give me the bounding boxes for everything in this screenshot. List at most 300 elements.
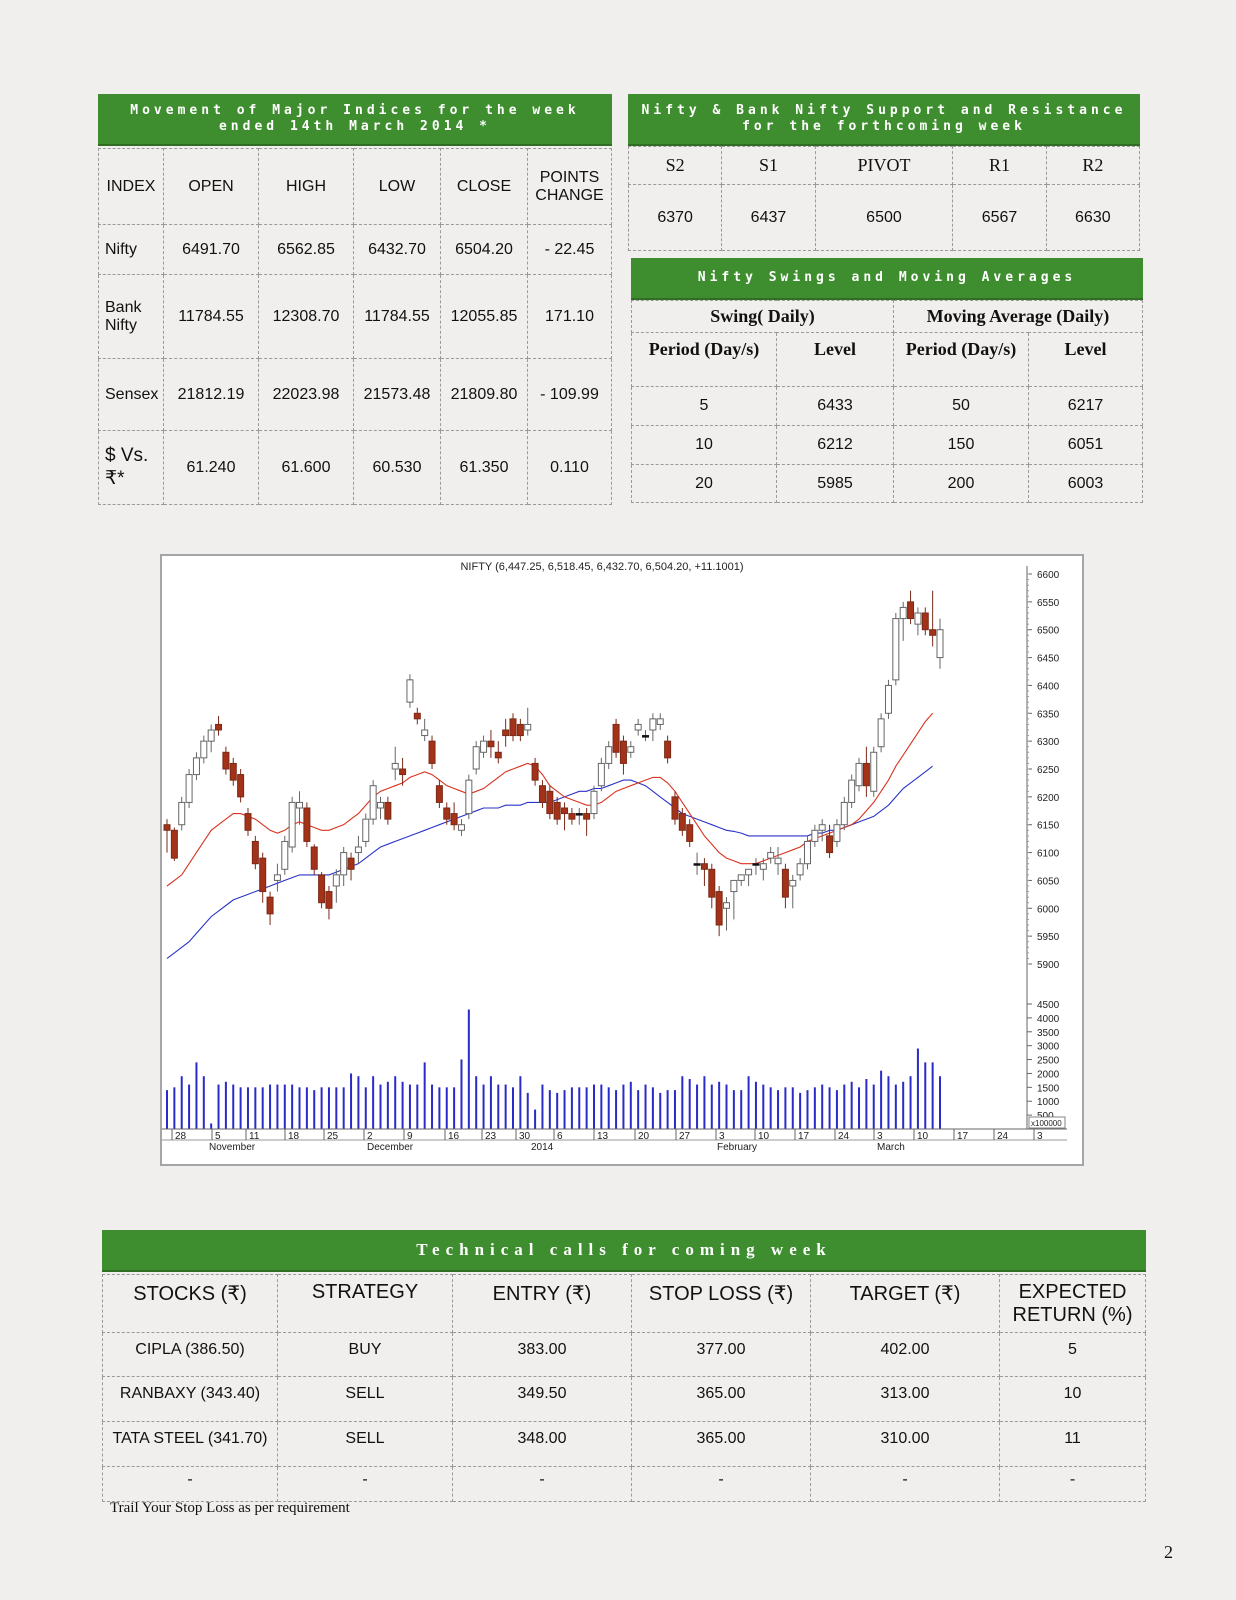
x-tick-label: 30 [519,1131,531,1142]
candle [834,819,840,847]
candle [562,802,568,830]
candle-body [849,780,855,802]
candle-body [517,724,523,735]
candle [495,741,501,763]
candle-body [709,869,715,897]
candle-body [385,802,391,819]
x-tick-label: 13 [597,1131,609,1142]
support-header-row [629,147,1140,185]
support-resistance-panel [628,94,1140,251]
candle-body [841,802,847,824]
price-tick-label: 6600 [1037,570,1060,581]
candle-body [584,814,590,820]
stop-loss-note: Trail Your Stop Loss as per requirement [110,1500,350,1516]
candle [422,719,428,741]
volume-tick-label: 3500 [1037,1027,1060,1039]
candle-body [797,864,803,875]
swings-table [631,300,1143,503]
volume-tick-label: 1000 [1037,1097,1060,1109]
volume-axis [1027,1000,1065,1128]
candle-body [716,892,722,925]
candle-body [407,680,413,702]
candle-body [650,719,656,730]
candle-body [915,613,921,624]
candle-body [230,763,236,780]
price-tick-label: 6100 [1037,848,1060,860]
candle-body [856,763,862,785]
candle [613,719,619,758]
candle [319,872,325,908]
candle [701,858,707,886]
col-strategy: STRATEGY [278,1275,453,1333]
candle-body [665,741,671,758]
candle-body [539,786,545,803]
candle-body [620,741,626,763]
candle [230,758,236,786]
candle-body [922,613,928,630]
candle-body [245,814,251,831]
page-number: 2 [1164,1542,1173,1562]
x-tick-label: 25 [327,1131,339,1142]
candle [584,808,590,836]
candle [672,791,678,824]
candle-body [819,825,825,831]
candle [414,708,420,725]
candle [392,747,398,780]
price-tick-label: 6550 [1037,597,1060,609]
candle-body [628,747,634,753]
candle-body [495,752,501,758]
table-row: $ Vs. ₹* 61.240 61.600 60.530 61.350 0.110 [99,431,612,505]
candle-body [775,858,781,864]
candle-body [753,864,759,866]
candle-body [768,853,774,859]
col-close: CLOSE [441,149,528,225]
price-tick-label: 6000 [1037,904,1060,916]
candle [709,864,715,909]
price-tick-label: 6500 [1037,625,1060,637]
candle [385,797,391,825]
candle-body [510,719,516,736]
table-row: Nifty 6491.70 6562.85 6432.70 6504.20 - 22.45 [99,225,612,275]
chart-title: NIFTY (6,447.25, 6,518.45, 6,432.70, 6,504.20, +11.1001) [460,561,744,573]
price-tick-label: 5950 [1037,932,1060,944]
col-s2: S2 [629,147,722,185]
indices-table [98,148,612,505]
candle [407,674,413,707]
candle [201,736,207,764]
candle [341,847,347,886]
candle-body [164,825,170,831]
candle-body [790,880,796,886]
candle-body [201,741,207,758]
volume-bars [167,1010,940,1129]
candle [179,797,185,830]
candle-body [724,903,730,909]
x-tick-label: 23 [485,1131,497,1142]
x-tick-label: 18 [288,1131,300,1142]
candle-body [414,713,420,719]
swing-daily-header: Swing( Daily) [632,301,894,333]
candle [216,716,222,736]
price-tick-label: 6450 [1037,653,1060,665]
candle-body [635,724,641,730]
volume-tick-label: 2000 [1037,1069,1060,1081]
nifty-chart-svg [162,556,1082,1164]
candle-body [481,741,487,752]
indices-panel [98,94,612,505]
candle-body [885,685,891,713]
candle [289,797,295,853]
x-tick-label: 17 [957,1131,969,1142]
candle-body [893,619,899,680]
candle [532,758,538,786]
candle [606,741,612,769]
candle [635,719,641,736]
candle [554,797,560,825]
candle-body [297,802,303,808]
candle-body [834,825,840,842]
candle [377,797,383,819]
x-tick-label: 9 [407,1131,413,1142]
candle [657,713,663,730]
x-tick-label: 2 [367,1131,373,1142]
candle [731,880,737,919]
candle-body [193,758,199,775]
candle [930,591,936,647]
candle [738,875,744,886]
candle-body [392,763,398,769]
x-month-label: February [717,1142,758,1153]
support-title: Nifty & Bank Nifty Support and Resistance for the forthcoming week [628,94,1140,146]
candle-body [473,747,479,769]
col-stop-loss: STOP LOSS (₹) [632,1275,811,1333]
candle-body [503,730,509,736]
candle [370,780,376,825]
candle [539,780,545,808]
candle-body [377,802,383,808]
x-tick-label: 10 [917,1131,929,1142]
candle-body [179,802,185,824]
table-row: Bank Nifty 11784.55 12308.70 11784.55 12055.85 171.10 [99,275,612,359]
candle [252,836,258,869]
candle [893,613,899,685]
x-tick-label: 24 [997,1131,1009,1142]
candle [171,828,177,861]
support-table [628,146,1140,251]
col-pivot: PIVOT [815,147,953,185]
price-tick-label: 6400 [1037,681,1060,693]
col-stocks: STOCKS (₹) [103,1275,278,1333]
candle [790,875,796,908]
candle-body [525,724,531,730]
candle [363,814,369,847]
candle-body [701,864,707,870]
candles [164,591,943,936]
candle [267,892,273,925]
candle [333,869,339,902]
candle-body [429,741,435,763]
col-open: OPEN [164,149,259,225]
x-tick-label: 24 [838,1131,850,1142]
volume-tick-label: 4500 [1037,1000,1060,1011]
candle [885,680,891,719]
table-row: TATA STEEL (341.70) SELL 348.00 365.00 310.00 11 [103,1422,1146,1467]
candle-body [223,752,229,769]
price-tick-label: 6050 [1037,876,1060,888]
col-target: TARGET (₹) [811,1275,1000,1333]
candle [900,602,906,641]
candle-body [208,730,214,741]
candle-body [458,825,464,831]
candle-body [289,802,295,847]
candle [782,864,788,909]
candle-body [547,791,553,813]
candle-body [613,724,619,752]
candle [297,791,303,824]
candle-body [186,775,192,803]
x-axis [162,1129,1067,1153]
candle [503,719,509,747]
x-tick-label: 20 [638,1131,650,1142]
candle-body [937,630,943,658]
candle-body [672,797,678,819]
table-row: 20 5985 200 6003 [632,465,1143,503]
price-tick-label: 5900 [1037,960,1060,971]
candle [775,847,781,875]
candle [193,752,199,780]
candle [186,769,192,808]
candle [525,708,531,736]
candle-body [422,730,428,736]
x-tick-label: 6 [557,1131,563,1142]
table-row: 5 6433 50 6217 [632,387,1143,426]
candle [915,607,921,635]
candle-body [694,864,700,866]
candle [716,886,722,936]
candle [863,747,869,797]
candle [164,819,170,852]
x-tick-label: 10 [758,1131,770,1142]
candle-body [606,747,612,764]
volume-tick-label: 2500 [1037,1055,1060,1067]
table-row: - - - - - - [103,1467,1146,1502]
volume-tick-label: 4000 [1037,1013,1060,1025]
candle [841,797,847,830]
x-month-label: March [877,1142,905,1153]
candle-body [863,763,869,785]
candle-body [260,858,266,891]
candle [282,836,288,875]
candle [665,736,671,764]
candle-body [311,847,317,869]
candle-body [569,814,575,820]
indices-header-row [99,149,612,225]
candle [937,619,943,669]
candle [591,786,597,819]
candle [311,844,317,875]
candle-body [333,875,339,886]
candle [812,825,818,847]
candle-body [370,786,376,819]
volume-unit-label: x100000 [1031,1119,1062,1128]
candle-body [804,841,810,863]
candle [223,747,229,775]
x-tick-label: 16 [448,1131,460,1142]
candle-body [451,814,457,825]
candle-body [466,780,472,813]
candle [451,802,457,830]
candle [856,758,862,791]
candle [569,808,575,825]
candle [753,858,759,875]
candle [488,730,494,758]
calls-title: Technical calls for coming week [102,1230,1146,1272]
col-r2: R2 [1046,147,1139,185]
candle [871,747,877,797]
candle [466,775,472,820]
x-tick-label: 3 [719,1131,725,1142]
calls-table [102,1274,1146,1502]
candle [355,836,361,864]
candle [878,713,884,752]
candle-body [348,858,354,869]
col-expected-return: EXPECTED RETURN (%) [1000,1275,1146,1333]
candle [650,713,656,741]
candle [458,819,464,836]
candle [326,886,332,919]
candle-body [282,841,288,869]
candle [547,786,553,819]
table-row: 10 6212 150 6051 [632,426,1143,465]
col-low: LOW [354,149,441,225]
candle-body [827,836,833,853]
x-tick-label: 28 [175,1131,187,1142]
x-tick-label: 27 [679,1131,691,1142]
candle-body [782,869,788,897]
swings-subheader-row: Period (Day/s) Level Period (Day/s) Level [632,333,1143,387]
candle-body [679,814,685,831]
price-tick-label: 6150 [1037,820,1060,832]
nifty-chart [160,554,1084,1166]
volume-tick-label: 3000 [1037,1041,1060,1053]
candle-body [267,897,273,914]
col-index: INDEX [99,149,164,225]
candle-body [274,875,280,881]
candle [436,780,442,808]
candle [724,897,730,930]
x-tick-label: 3 [1037,1131,1043,1142]
swings-group-row [632,301,1143,333]
candle-body [930,630,936,636]
candle-body [238,775,244,797]
candle-body [436,786,442,803]
candle [620,736,626,775]
candle-body [760,864,766,870]
price-tick-label: 6350 [1037,709,1060,721]
candle [768,847,774,864]
candle-body [400,769,406,775]
candle [922,607,928,635]
candle [260,853,266,903]
candle [908,591,914,624]
col-s1: S1 [722,147,815,185]
candle-body [341,853,347,875]
x-tick-label: 11 [249,1131,260,1142]
candle [576,808,582,825]
col-high: HIGH [259,149,354,225]
table-row: Sensex 21812.19 22023.98 21573.48 21809.80 - 109.99 [99,359,612,431]
volume-tick-label: 1500 [1037,1083,1060,1095]
candle [510,713,516,741]
candle [274,864,280,892]
candle-body [216,724,222,730]
candle-body [319,875,325,903]
candle-body [363,819,369,841]
candle [304,802,310,847]
candle [517,719,523,741]
table-row: RANBAXY (343.40) SELL 349.50 365.00 313.00 10 [103,1377,1146,1422]
candle [849,775,855,808]
candle-body [657,719,663,725]
swings-title: Nifty Swings and Moving Averages [631,258,1143,300]
indices-title: Movement of Major Indices for the week ended 14th March 2014 * [98,94,612,146]
candle-body [444,808,450,819]
candle-body [731,880,737,891]
candle-body [252,841,258,863]
candle [819,819,825,841]
candle-body [554,802,560,819]
price-tick-label: 6250 [1037,765,1060,776]
candle [797,858,803,880]
x-month-label: November [209,1142,256,1153]
candle-body [576,814,582,816]
candle [827,825,833,858]
candle [687,819,693,847]
calls-header-row [103,1275,1146,1333]
price-tick-label: 6300 [1037,737,1060,749]
candle-body [598,763,604,785]
candle-body [171,830,177,858]
support-values-row: 6370 6437 6500 6567 6630 [629,185,1140,251]
candle-body [878,719,884,747]
price-tick-label: 6200 [1037,792,1060,804]
candle-body [355,847,361,853]
candle-body [687,825,693,842]
candle-body [562,808,568,814]
candle-body [643,736,649,738]
x-month-label: December [367,1142,414,1153]
col-r1: R1 [953,147,1046,185]
candle [598,758,604,791]
candle-body [871,752,877,791]
swings-panel [631,258,1143,503]
candle-body [738,875,744,881]
candle-body [532,763,538,780]
candle [429,736,435,769]
moving-average-header: Moving Average (Daily) [894,301,1143,333]
candle-body [812,830,818,841]
table-row: CIPLA (386.50) BUY 383.00 377.00 402.00 5 [103,1333,1146,1377]
candle [694,853,700,875]
candle [208,724,214,752]
candle [238,769,244,802]
x-tick-label: 3 [877,1131,883,1142]
candle [746,869,752,886]
col-entry: ENTRY (₹) [453,1275,632,1333]
candle [348,853,354,881]
technical-calls-panel [102,1230,1146,1502]
